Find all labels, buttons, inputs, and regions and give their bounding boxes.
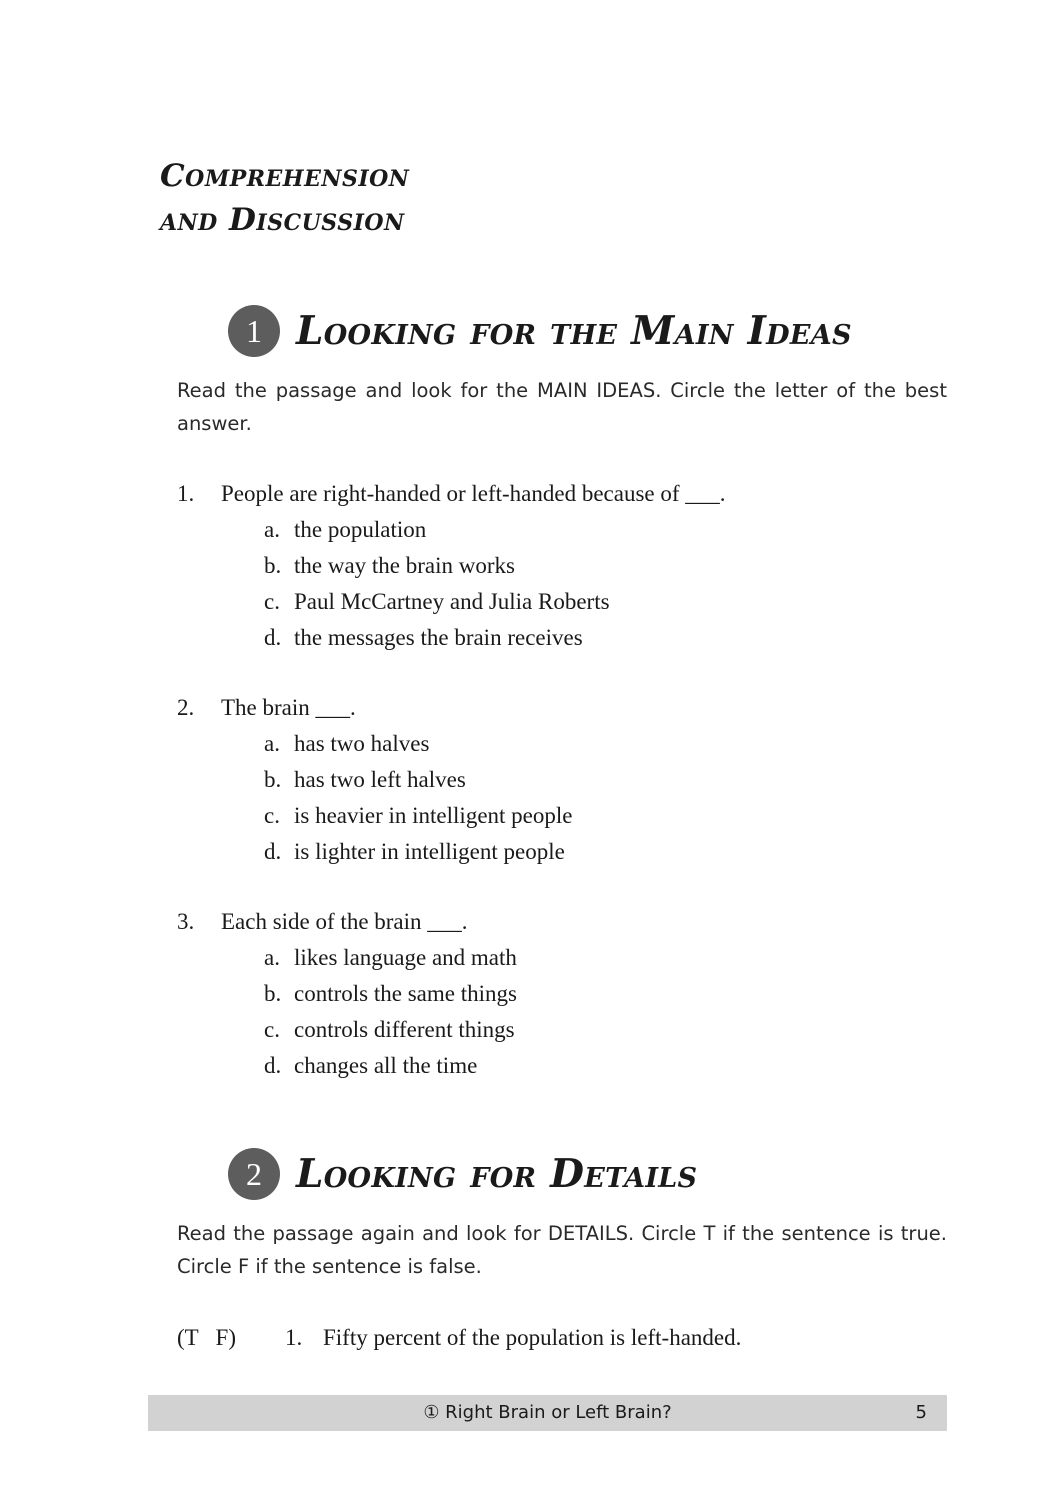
section-1-title: Looking for the Main Ideas	[296, 308, 852, 354]
question-number: 2.	[177, 695, 195, 720]
option-text: Paul McCartney and Julia Roberts	[294, 589, 610, 614]
section-1-instructions: Read the passage and look for the MAIN IDEAS. Circle the letter of the best answer.	[177, 379, 947, 435]
option-text: is lighter in intelligent people	[294, 839, 565, 864]
answer-option[interactable]	[177, 1012, 957, 1048]
chapter-title: ① Right Brain or Left Brain?	[423, 1402, 672, 1423]
page-number: 5	[915, 1402, 927, 1423]
question-2	[177, 690, 957, 870]
section-2-heading	[228, 1146, 697, 1202]
option-text: changes all the time	[294, 1053, 478, 1078]
answer-option[interactable]	[177, 548, 957, 584]
true-false-item	[177, 1320, 957, 1356]
option-letter: a.	[264, 945, 280, 970]
answer-option[interactable]	[177, 726, 957, 762]
option-letter: b.	[264, 767, 282, 792]
item-number: 1.	[285, 1325, 303, 1350]
option-text: likes language and math	[294, 945, 517, 970]
option-letter: c.	[264, 1017, 280, 1042]
option-letter: d.	[264, 625, 282, 650]
option-text: the way the brain works	[294, 553, 515, 578]
option-text: the messages the brain receives	[294, 625, 583, 650]
option-text: controls different things	[294, 1017, 515, 1042]
item-text: Fifty percent of the population is left-handed.	[323, 1325, 742, 1350]
answer-option[interactable]	[177, 584, 957, 620]
page-title	[160, 154, 409, 242]
option-letter: a.	[264, 517, 280, 542]
option-text: the population	[294, 517, 427, 542]
true-false-choice[interactable]: (T F)	[177, 1325, 236, 1350]
option-text: has two left halves	[294, 767, 466, 792]
page-title-line2: and Discussion	[160, 202, 405, 238]
answer-option[interactable]	[177, 976, 957, 1012]
page-footer	[148, 1395, 947, 1431]
section-2-number-badge: 2	[228, 1148, 280, 1200]
answer-option[interactable]	[177, 834, 957, 870]
answer-option[interactable]	[177, 1048, 957, 1084]
question-text: Each side of the brain ___.	[221, 909, 468, 934]
answer-option[interactable]	[177, 762, 957, 798]
option-text: has two halves	[294, 731, 430, 756]
option-letter: c.	[264, 589, 280, 614]
answer-option[interactable]	[177, 620, 957, 656]
question-text: The brain ___.	[221, 695, 356, 720]
question-text: People are right-handed or left-handed because of ___.	[221, 481, 726, 506]
answer-option[interactable]	[177, 940, 957, 976]
option-letter: a.	[264, 731, 280, 756]
option-text: controls the same things	[294, 981, 517, 1006]
question-number: 3.	[177, 909, 195, 934]
option-letter: b.	[264, 981, 282, 1006]
section-1-heading	[228, 303, 852, 359]
question-3	[177, 904, 957, 1084]
option-text: is heavier in intelligent people	[294, 803, 573, 828]
option-letter: d.	[264, 839, 282, 864]
section-1-number-badge: 1	[228, 305, 280, 357]
question-1	[177, 476, 957, 656]
section-2-instructions: Read the passage again and look for DETAILS. Circle T if the sentence is true. Circle F if the sentence is false.	[177, 1222, 947, 1278]
question-number: 1.	[177, 481, 195, 506]
section-2-title: Looking for Details	[296, 1151, 698, 1197]
page-title-line1: Comprehension	[160, 158, 410, 194]
option-letter: c.	[264, 803, 280, 828]
answer-option[interactable]	[177, 798, 957, 834]
option-letter: b.	[264, 553, 282, 578]
option-letter: d.	[264, 1053, 282, 1078]
answer-option[interactable]	[177, 512, 957, 548]
